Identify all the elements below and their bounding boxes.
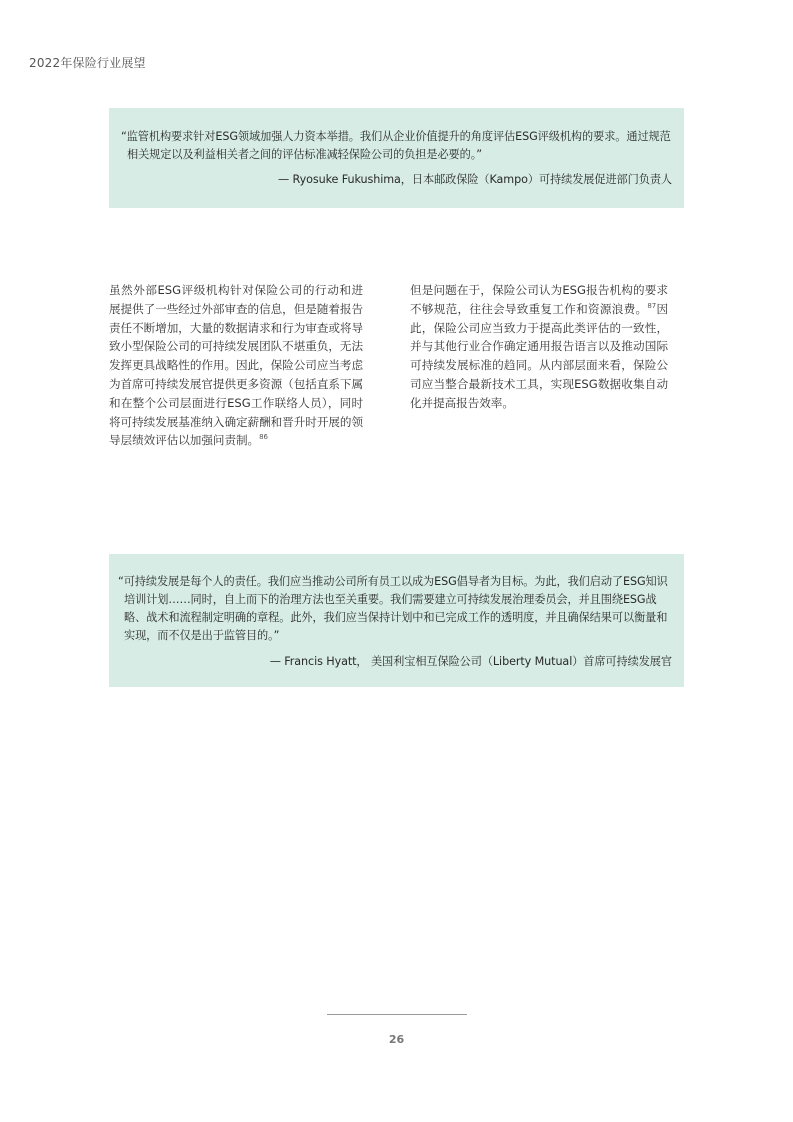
- quote-text: “可持续发展是每个人的责任。我们应当推动公司所有员工以成为ESG倡导者为目标。为此，我们启动了ESG知识培训计划……同时，自上而下的治理方法也至关重要。我们需要建立可持续发展治理委员会，并且围绕ESG战略、战术和流程制定明确的章程。此外，我们应当保持计划中和已完成工作的透明度，并且确保结果可以衡量和实现，而不仅是出于监管目的。”: [118, 575, 668, 642]
- quote-box-fukushima: [109, 108, 684, 208]
- quote-box-hyatt: [109, 554, 684, 687]
- body-column-right: [410, 281, 668, 413]
- report-header-title: 2022年保险行业展望: [29, 56, 146, 70]
- page-number: 26: [388, 1033, 405, 1046]
- quote-text: “监管机构要求针对ESG领域加强人力资本举措。我们从企业价值提升的角度评估ESG评级机构的要求。通过规范相关规定以及利益相关者之间的评估标准减轻保险公司的负担是必要的。”: [121, 130, 671, 161]
- body-paragraph: 虽然外部ESG评级机构针对保险公司的行动和进展提供了一些经过外部审查的信息，但是随着报告责任不断增加，大量的数据请求和行为审查或将导致小型保险公司的可持续发展团队不堪重负，无法发挥更具战略性的作用。因此，保险公司应当考虑为首席可持续发展官提供更多资源（包括直系下属和在整个公司层面进行ESG工作联络人员），同时将可持续发展基准纳入确定薪酬和晋升时开展的领导层绩效评估以加强问责制。: [109, 283, 363, 448]
- quote-attribution: — Francis Hyatt， 美国利宝相互保险公司（Liberty Mutual）首席可持续发展官: [269, 655, 672, 668]
- footer-divider: [327, 1014, 467, 1015]
- body-paragraph-continued: 因此，保险公司应当致力于提高此类评估的一致性，并与其他行业合作确定通用报告语言以及推动国际可持续发展标准的趋同。从内部层面来看，保险公司应当整合最新技术工具，实现ESG数据收集自动化并提高报告效率。: [410, 301, 668, 410]
- footnote-reference: 87: [647, 301, 657, 310]
- body-column-left: [109, 281, 363, 450]
- quote-attribution: — Ryosuke Fukushima，日本邮政保险（Kampo）可持续发展促进部门负责人: [277, 173, 672, 186]
- body-paragraph: 但是问题在于，保险公司认为ESG报告机构的要求不够规范，往往会导致重复工作和资源浪费。: [410, 283, 668, 316]
- footnote-reference: 86: [259, 433, 268, 442]
